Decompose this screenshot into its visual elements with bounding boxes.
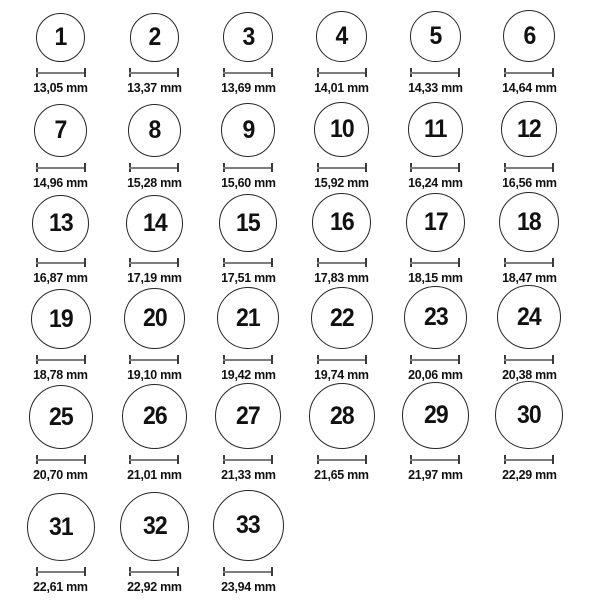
ring-size-number: 8	[148, 116, 161, 144]
ring-circle	[316, 11, 367, 62]
diameter-label: 16,24 mm	[408, 175, 463, 190]
diameter-measure	[410, 355, 460, 364]
measure-rule	[410, 459, 460, 461]
measure-tick-right	[271, 455, 273, 464]
diameter-measure	[129, 355, 179, 364]
ring-size-number: 3	[242, 22, 255, 51]
diameter-measure	[223, 455, 273, 464]
ring-size-number: 30	[517, 400, 541, 429]
diameter-label: 18,15 mm	[408, 270, 463, 285]
ring-size-number: 25	[48, 402, 73, 431]
diameter-measure	[36, 355, 86, 364]
ring-circle	[120, 492, 189, 561]
measure-rule	[410, 167, 460, 169]
measure-tick-right	[271, 355, 273, 364]
measure-tick-right	[458, 163, 460, 172]
diameter-label: 13,05 mm	[33, 80, 89, 95]
measure-rule	[504, 359, 554, 361]
ring-circle	[36, 13, 85, 62]
ring-size-number: 2	[148, 23, 161, 51]
ring-size-number: 21	[236, 303, 261, 332]
measure-tick-right	[177, 567, 179, 576]
diameter-label: 20,38 mm	[501, 367, 557, 382]
ring-circle	[128, 104, 181, 157]
measure-tick-right	[84, 455, 86, 464]
measure-tick-right	[271, 258, 273, 267]
ring-size-cell	[108, 492, 202, 594]
ring-size-cell	[201, 103, 295, 190]
diameter-label: 14,96 mm	[33, 175, 89, 190]
ring-size-number: 16	[329, 208, 354, 236]
measure-tick-right	[177, 455, 179, 464]
ring-size-cell	[201, 194, 295, 285]
diameter-label: 22,29 mm	[501, 467, 557, 482]
ring-size-number: 5	[429, 22, 442, 50]
measure-rule	[223, 459, 273, 461]
measure-tick-right	[177, 163, 179, 172]
measure-rule	[129, 359, 179, 361]
measure-tick-right	[84, 163, 86, 172]
ring-size-number: 15	[236, 208, 261, 237]
ring-circle	[34, 104, 87, 157]
ring-circle	[124, 288, 185, 349]
ring-size-cell	[295, 102, 389, 190]
ring-size-number: 17	[423, 208, 448, 236]
diameter-label: 19,42 mm	[220, 367, 276, 382]
diameter-label: 22,92 mm	[127, 579, 182, 594]
ring-size-number: 11	[424, 115, 447, 143]
diameter-label: 14,01 mm	[314, 80, 370, 95]
ring-size-cell	[389, 102, 483, 190]
diameter-measure	[223, 355, 273, 364]
ring-size-number: 26	[142, 402, 167, 430]
measure-rule	[36, 359, 86, 361]
diameter-label: 17,19 mm	[127, 270, 182, 285]
ring-size-cell	[14, 104, 108, 190]
ring-size-row	[14, 4, 576, 99]
measure-rule	[504, 167, 554, 169]
diameter-measure	[317, 355, 367, 364]
diameter-label: 16,56 mm	[501, 175, 557, 190]
measure-tick-right	[458, 68, 460, 77]
ring-size-row	[14, 486, 576, 598]
measure-tick-right	[552, 163, 554, 172]
ring-circle	[406, 193, 465, 252]
measure-rule	[129, 459, 179, 461]
measure-tick-right	[271, 567, 273, 576]
ring-size-number: 1	[54, 23, 67, 51]
ring-circle	[29, 385, 93, 449]
measure-tick-right	[458, 258, 460, 267]
diameter-measure	[317, 455, 367, 464]
ring-size-number: 4	[335, 22, 348, 50]
measure-tick-right	[177, 355, 179, 364]
measure-tick-right	[552, 68, 554, 77]
ring-circle	[410, 11, 461, 62]
diameter-label: 22,61 mm	[33, 579, 89, 594]
ring-circle	[314, 102, 369, 157]
ring-size-number: 32	[142, 512, 167, 540]
diameter-label: 16,87 mm	[33, 270, 89, 285]
ring-size-cell	[108, 288, 202, 382]
measure-rule	[129, 72, 179, 74]
ring-circle	[32, 195, 89, 252]
ring-circle	[309, 383, 375, 449]
diameter-measure	[504, 68, 554, 77]
ring-size-cell	[14, 289, 108, 382]
measure-rule	[410, 262, 460, 264]
ring-circle	[311, 287, 373, 349]
measure-tick-right	[84, 258, 86, 267]
ring-size-cell	[14, 493, 108, 594]
measure-rule	[223, 262, 273, 264]
diameter-measure	[36, 567, 86, 576]
diameter-measure	[36, 163, 86, 172]
measure-tick-right	[365, 455, 367, 464]
ring-size-cell	[295, 11, 389, 95]
diameter-measure	[129, 258, 179, 267]
diameter-measure	[223, 258, 273, 267]
diameter-measure	[410, 258, 460, 267]
diameter-label: 20,06 mm	[408, 367, 463, 382]
diameter-label: 17,83 mm	[314, 270, 370, 285]
measure-rule	[223, 72, 273, 74]
ring-circle	[130, 13, 179, 62]
measure-rule	[223, 359, 273, 361]
ring-size-number: 27	[236, 401, 261, 430]
ring-size-cell	[14, 385, 108, 482]
ring-size-cell	[201, 383, 295, 482]
measure-tick-right	[365, 258, 367, 267]
measure-rule	[317, 459, 367, 461]
diameter-label: 13,37 mm	[127, 80, 182, 95]
measure-rule	[317, 167, 367, 169]
diameter-measure	[317, 258, 367, 267]
measure-tick-right	[365, 163, 367, 172]
ring-size-cell	[201, 287, 295, 382]
diameter-label: 21,33 mm	[220, 467, 276, 482]
diameter-label: 21,65 mm	[314, 467, 370, 482]
measure-tick-right	[84, 68, 86, 77]
diameter-label: 18,78 mm	[33, 367, 89, 382]
diameter-measure	[317, 68, 367, 77]
measure-rule	[129, 262, 179, 264]
ring-size-cell	[201, 490, 295, 594]
ring-size-number: 31	[48, 512, 73, 541]
diameter-measure	[223, 68, 273, 77]
ring-circle	[404, 286, 467, 349]
diameter-label: 21,97 mm	[408, 467, 463, 482]
ring-size-cell	[108, 13, 202, 95]
ring-circle	[501, 101, 557, 157]
ring-size-number: 6	[523, 21, 536, 50]
measure-tick-right	[84, 567, 86, 576]
measure-rule	[36, 72, 86, 74]
diameter-measure	[36, 455, 86, 464]
ring-size-number: 14	[142, 209, 167, 237]
ring-circle	[219, 194, 277, 252]
ring-size-number: 7	[54, 116, 67, 144]
ring-size-cell	[295, 193, 389, 285]
diameter-measure	[129, 163, 179, 172]
ring-size-number: 23	[423, 303, 448, 331]
ring-size-cell	[389, 382, 483, 482]
measure-rule	[129, 167, 179, 169]
ring-size-cell	[295, 287, 389, 382]
ring-size-cell	[108, 384, 202, 482]
ring-circle	[402, 382, 469, 449]
measure-tick-right	[458, 355, 460, 364]
measure-tick-right	[458, 455, 460, 464]
diameter-measure	[129, 68, 179, 77]
measure-tick-right	[365, 68, 367, 77]
diameter-label: 19,74 mm	[314, 367, 370, 382]
diameter-label: 23,94 mm	[220, 579, 276, 594]
ring-size-number: 28	[329, 401, 354, 430]
ring-size-cell	[389, 286, 483, 382]
diameter-measure	[223, 567, 273, 576]
ring-size-number: 18	[517, 207, 541, 236]
ring-size-cell	[482, 101, 576, 190]
ring-size-number: 22	[329, 303, 354, 332]
ring-circle	[126, 195, 183, 252]
diameter-label: 17,51 mm	[220, 270, 276, 285]
measure-rule	[317, 72, 367, 74]
ring-size-cell	[389, 11, 483, 95]
measure-tick-right	[84, 355, 86, 364]
measure-tick-right	[271, 163, 273, 172]
measure-rule	[504, 262, 554, 264]
diameter-label: 15,60 mm	[220, 175, 276, 190]
measure-rule	[36, 459, 86, 461]
ring-size-cell	[108, 195, 202, 285]
measure-tick-right	[177, 258, 179, 267]
ring-size-row	[14, 194, 576, 289]
measure-tick-right	[365, 355, 367, 364]
ring-circle	[213, 490, 284, 561]
ring-size-number: 33	[236, 511, 261, 539]
measure-tick-right	[177, 68, 179, 77]
measure-rule	[317, 262, 367, 264]
ring-size-cell	[108, 104, 202, 190]
measure-rule	[223, 167, 273, 169]
ring-size-number: 9	[242, 115, 255, 144]
diameter-measure	[504, 355, 554, 364]
measure-rule	[317, 359, 367, 361]
measure-rule	[410, 72, 460, 74]
diameter-measure	[410, 455, 460, 464]
measure-rule	[36, 571, 86, 573]
ring-circle	[31, 289, 91, 349]
ring-circle	[495, 381, 563, 449]
diameter-measure	[36, 68, 86, 77]
ring-circle	[27, 493, 95, 561]
ring-circle	[499, 192, 559, 252]
diameter-measure	[504, 258, 554, 267]
measure-rule	[36, 262, 86, 264]
ring-circle	[408, 102, 463, 157]
diameter-label: 21,01 mm	[127, 467, 182, 482]
measure-rule	[504, 459, 554, 461]
diameter-measure	[36, 258, 86, 267]
diameter-measure	[504, 455, 554, 464]
ring-size-row	[14, 289, 576, 386]
diameter-measure	[129, 455, 179, 464]
diameter-label: 19,10 mm	[127, 367, 182, 382]
ring-size-cell	[201, 12, 295, 95]
ring-size-row	[14, 386, 576, 486]
ring-circle	[122, 384, 187, 449]
diameter-measure	[129, 567, 179, 576]
diameter-label: 20,70 mm	[33, 467, 89, 482]
ring-size-number: 19	[48, 304, 73, 333]
ring-size-number: 10	[329, 115, 354, 143]
ring-size-number: 12	[517, 114, 541, 143]
measure-rule	[129, 571, 179, 573]
ring-circle	[312, 193, 371, 252]
ring-size-cell	[14, 13, 108, 95]
measure-tick-right	[552, 455, 554, 464]
ring-size-cell	[389, 193, 483, 285]
measure-tick-right	[552, 355, 554, 364]
diameter-label: 14,33 mm	[408, 80, 463, 95]
diameter-label: 14,64 mm	[501, 80, 557, 95]
measure-rule	[504, 72, 554, 74]
ring-size-row	[14, 99, 576, 194]
ring-size-cell	[482, 285, 576, 382]
measure-rule	[223, 571, 273, 573]
ring-size-number: 20	[142, 304, 167, 332]
ring-size-cell	[482, 381, 576, 482]
measure-tick-right	[271, 68, 273, 77]
diameter-label: 13,69 mm	[220, 80, 276, 95]
measure-rule	[410, 359, 460, 361]
diameter-measure	[410, 163, 460, 172]
diameter-measure	[223, 163, 273, 172]
ring-circle	[215, 383, 281, 449]
diameter-label: 18,47 mm	[501, 270, 557, 285]
diameter-label: 15,28 mm	[127, 175, 182, 190]
measure-tick-right	[552, 258, 554, 267]
ring-size-number: 24	[517, 302, 541, 331]
ring-size-number: 29	[423, 401, 448, 429]
ring-circle	[221, 103, 275, 157]
diameter-measure	[317, 163, 367, 172]
diameter-measure	[410, 68, 460, 77]
diameter-measure	[504, 163, 554, 172]
ring-size-cell	[482, 192, 576, 285]
ring-circle	[223, 12, 273, 62]
measure-rule	[36, 167, 86, 169]
ring-circle	[217, 287, 279, 349]
ring-size-cell	[14, 195, 108, 285]
diameter-label: 15,92 mm	[314, 175, 370, 190]
ring-size-number: 13	[48, 209, 73, 237]
ring-size-cell	[482, 10, 576, 95]
ring-size-cell	[295, 383, 389, 482]
ring-circle	[497, 285, 561, 349]
ring-circle	[503, 10, 555, 62]
